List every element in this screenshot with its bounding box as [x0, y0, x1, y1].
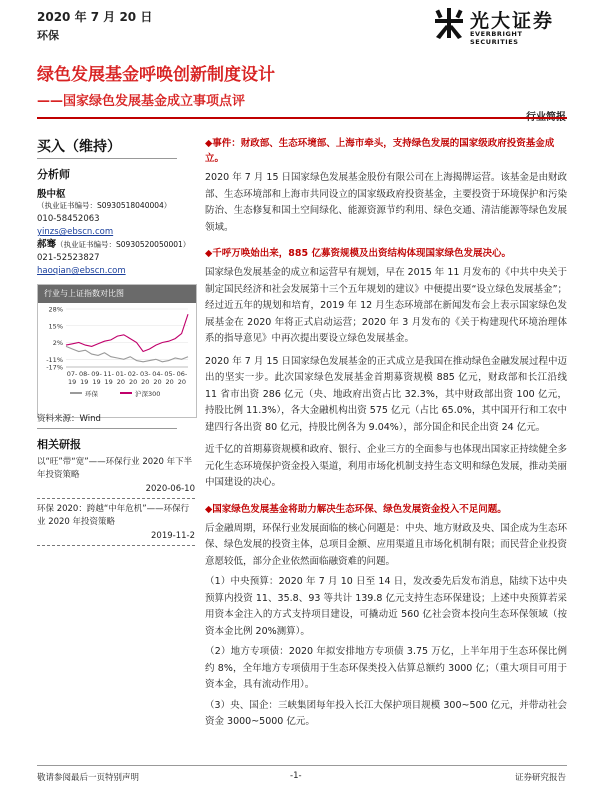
title-divider	[37, 117, 567, 119]
chart-y-tick-label: -11%	[46, 355, 63, 364]
chart-x-tick-label: 19	[92, 378, 101, 386]
analyst-email-link[interactable]: yinzs@ebscn.com	[37, 227, 114, 237]
broker-name-en: EVERBRIGHT SECURITIES	[470, 30, 523, 46]
related-report-2[interactable]: 环保 2020：跨越“中年危机”——环保行业 2020 年投资策略	[37, 504, 190, 527]
chart-legend-label: 环保	[85, 390, 98, 398]
paragraph: 近千亿的首期募资规模和政府、银行、企业三方的全面参与也体现出国家正持续健全多元化生态环境保护资金投入渠道，利用市场化机制支持生态文明和绿色发展，推动美丽中国建设的决心。	[205, 444, 567, 488]
chart-x-tick-label: 20	[153, 378, 162, 386]
analyst-1	[37, 186, 197, 237]
broker-name-cn: 光大证券	[470, 10, 555, 32]
analyst-name: 殷中枢	[37, 189, 66, 200]
chart-x-tick-label: 04-	[152, 370, 163, 378]
analyst-cert: （执业证书编号：S0930520050001）	[56, 240, 191, 249]
chart-x-tick-label: 20	[177, 378, 187, 386]
chart-x-tick-label: 20	[165, 378, 174, 386]
broker-logo	[432, 6, 567, 46]
chart-x-tick-label: 20	[128, 378, 138, 386]
sector-label: 环保	[37, 29, 59, 42]
report-subtitle: ——国家绿色发展基金成立事项点评	[37, 94, 246, 109]
related-report-1[interactable]: 以“旺”带“宽”——环保行业 2020 年下半年投资策略	[37, 457, 193, 480]
chart-y-tick-label: 28%	[48, 305, 63, 314]
chart-y-tick-label: -17%	[46, 363, 63, 372]
related-divider	[37, 498, 195, 499]
analyst-phone: 010-58452063	[37, 214, 100, 224]
report-date: 2020 年 7 月 20 日	[37, 10, 153, 24]
chart-x-tick-label: 20	[116, 378, 126, 386]
sidebar-divider	[37, 158, 177, 159]
analyst-cert: （执业证书编号：S0930518040004）	[37, 201, 172, 210]
report-title: 绿色发展基金呼唤创新制度设计	[37, 65, 275, 85]
related-report-date: 2020-06-10	[145, 484, 195, 494]
footer-disclaimer[interactable]: 敬请参阅最后一页特别声明	[37, 773, 140, 783]
chart-source: 资料来源：Wind	[37, 414, 101, 424]
chart-x-tick-label: 02-	[127, 370, 139, 378]
analyst-2	[37, 236, 197, 276]
paragraph: （3）央、国企：三峡集团每年投入长江大保护项目规模 300~500 亿元，并带动社会资金 3000~5000 亿元。	[205, 699, 567, 727]
chart-x-tick-label: 19	[104, 378, 113, 386]
main-body	[205, 136, 567, 731]
related-report-date: 2019-11-2	[151, 531, 195, 541]
analyst-phone: 021-52523827	[37, 253, 100, 263]
chart-title: 行业与上证指数对比图	[38, 285, 196, 303]
chart-x-tick-label: 03-	[139, 370, 151, 378]
report-type	[526, 108, 566, 123]
chart-x-tick-label: 11-	[103, 370, 115, 378]
chart-x-tick-label: 19	[80, 378, 89, 386]
chart-x-tick-label: 07-	[66, 370, 78, 378]
chart-x-tick-label: 01-	[115, 370, 127, 378]
analyst-heading: 分析师	[37, 168, 70, 181]
chart-y-tick-label: 2%	[52, 339, 63, 348]
index-comparison-chart	[37, 284, 197, 418]
everbright-logo-icon	[432, 6, 466, 40]
paragraph: （1）中央预算：2020 年 7 月 10 日至 14 日，发改委先后发布消息，陆续下达中央预算内投资 11、35.8、93 等共计 139.8 亿元支持生态环保建设；上述中央预算若采用资本金注入的方式支持项目建设，可撬动近 560 亿社会资本投向生态环保领域（按资本金比例 20%测算）。	[205, 576, 567, 637]
chart-x-tick-label: 19	[67, 378, 77, 386]
related-heading: 相关研报	[37, 438, 81, 451]
section-heading: ◆千呼万唤始出来，885 亿募资规模及出资结构体现国家绿色发展决心。	[205, 248, 511, 259]
paragraph: 国家绿色发展基金的成立和运营早有规划，早在 2015 年 11 月发布的《中共中央关于制定国民经济和社会发展第十三个五年规划的建议》中便提出要“设立绿色发展基金”；经过近五年的规划和培育，2019 年 12 月生态环境部在新闻发布会上表示国家绿色发展基金在 2020 年将正式启动运营；2020 年 3 月发布的《关于构建现代环境治理体系的指导意见》中再次提出要设立绿色发展基金。	[205, 267, 567, 344]
section-heading: ◆国家绿色发展基金将助力解决生态环保、绿色发展资金投入不足问题。	[205, 503, 507, 515]
paragraph: 后金融周期，环保行业发展面临的核心问题是：中央、地方财政及央、国企成为生态环保、绿色发展的投资主体，总项目金额、应用渠道且市场化机制有限；而民营企业投资意愿较低，部分企业依然面临融资难的问题。	[205, 522, 567, 567]
sidebar-divider	[37, 428, 177, 429]
footer-label: 证券研究报告	[514, 773, 566, 783]
chart-x-tick-label: 05-	[164, 370, 176, 378]
page-number: -1-	[290, 771, 302, 781]
chart-x-tick-label: 20	[141, 378, 150, 386]
paragraph: 2020 年 7 月 15 日国家绿色发展基金的正式成立是我国在推动绿色金融发展过程中迈出的坚实一步。此次国家绿色发展基金首期募资规模 885 亿元，财政部和长江沿线 11 省市出资 286 亿元（央、地政府出资占比 32.3%，其中财政部出资 100 亿元，持股比例 11.3%），各大金融机构出资 575 亿元（占比 65.0%，其中国开行和工农中建四行各出资 80 亿元，持股比例各为 9.04%），部分国企和民企出资 24 亿元。	[205, 355, 567, 433]
paragraph: （2）地方专项债：2020 年拟安排地方专项债 3.75 万亿，上半年用于生态环保比例约 8%，全年地方专项债用于生态环保类投入估算总额约 3000 亿；（重大项目可用于资本金，具有流动作用）。	[205, 646, 567, 690]
footer-divider	[37, 765, 567, 766]
chart-legend-label: 沪深300	[135, 390, 161, 398]
related-divider	[37, 545, 195, 546]
chart-y-tick-label: 15%	[48, 322, 63, 331]
event-heading: ◆事件：财政部、生态环境部、上海市牵头，支持绿色发展的国家级政府投资基金成立。	[205, 138, 555, 164]
rating: 买入（维持）	[37, 139, 121, 155]
chart-plot	[38, 303, 196, 415]
analyst-name: 郝骞	[37, 239, 57, 250]
chart-series-line-2	[66, 314, 188, 351]
event-paragraph: 2020 年 7 月 15 日国家绿色发展基金股份有限公司在上海揭牌运营。该基金是由财政部、生态环境部和上海市共同设立的国家级政府投资基金，主要投资于环境保护和污染防治、生态修复和国土空间绿化、能源资源节约利用、绿色交通、清洁能源等绿色发展领域。	[205, 172, 567, 233]
chart-x-tick-label: 08-	[78, 370, 90, 378]
chart-x-tick-label: 09-	[91, 370, 102, 378]
analyst-email-link[interactable]: haoqian@ebscn.com	[37, 266, 126, 276]
chart-x-tick-label: 06-	[176, 370, 188, 378]
